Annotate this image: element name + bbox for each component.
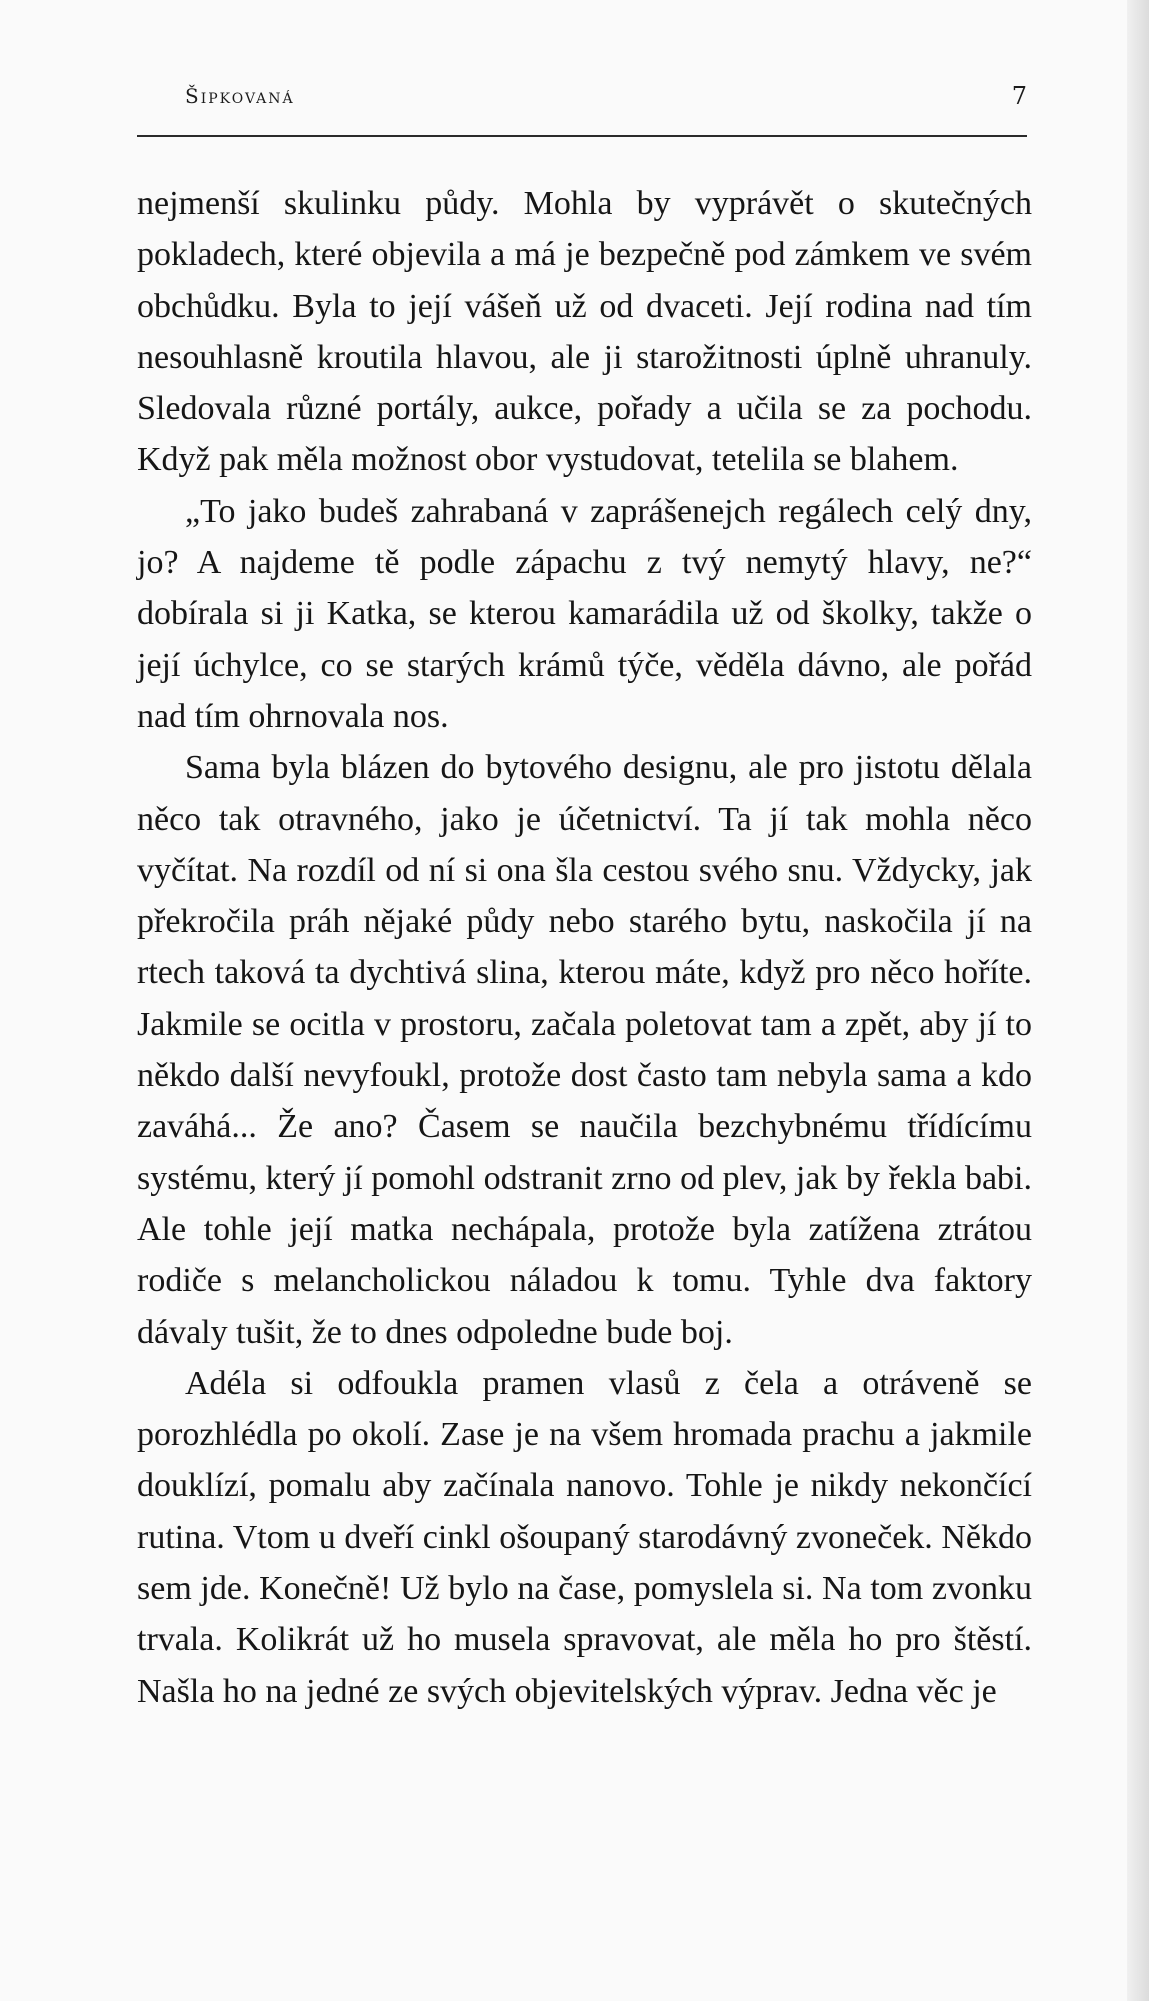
header-rule — [137, 135, 1027, 137]
paragraph: Adéla si odfoukla pramen vlasů z čela a otráveně se porozhlédla po okolí. Zase je na všem hromada prachu a jakmile douklízí, pomalu aby začínala nanovo. Tohle je nikdy nekončící rutina. Vtom u dveří cinkl ošoupaný starodávný zvoneček. Někdo sem jde. Konečně! Už bylo na čase, pomyslela si. Na tom zvonku trvala. Kolikrát už ho musela spravovat, ale měla ho pro štěstí. Našla ho na jedné ze svých objevitelských výprav. Jedna věc je — [137, 1364, 1032, 1710]
paragraph: Sama byla blázen do bytového designu, ale pro jistotu dělala něco tak otravného, jako je účetnictví. Ta jí tak mohla něco vyčítat. Na rozdíl od ní si ona šla cestou svého snu. Vždycky, jak překročila práh nějaké půdy nebo starého bytu, naskočila jí na rtech taková ta dychtivá slina, kterou máte, když pro něco hoříte. Jakmile se ocitla v prostoru, začala poletovat tam a zpět, aby jí to někdo další nevyfoukl, protože dost často tam nebyla sama a kdo zaváhá... Že ano? Časem se naučila bezchybnému třídícímu systému, který jí pomohl odstranit zrno od plev, jak by řekla babi. Ale tohle její matka nechápala, protože byla zatížena ztrátou rodiče s melancholickou náladou k tomu. Tyhle dva faktory dávaly tušit, že to dnes odpoledne bude boj. — [137, 749, 1032, 1351]
page-edge-shadow — [1127, 0, 1149, 2001]
body-text — [137, 178, 1032, 1717]
paragraph: „To jako budeš zahrabaná v zaprášenejch regálech celý dny, jo? A najdeme tě podle zápachu z tvý nemytý hlavy, ne?“ dobírala si ji Katka, se kterou kamarádila už od školky, takže o její úchylce, co se starých krámů týče, věděla dávno, ale pořád nad tím ohrnovala nos. — [137, 492, 1032, 735]
paragraph: nejmenší skulinku půdy. Mohla by vyprávět o skutečných pokladech, které objevila a má je bezpečně pod zámkem ve svém obchůdku. Byla to její vášeň už od dvaceti. Její rodina nad tím nesouhlasně kroutila hlavou, ale ji starožitnosti úplně uhranuly. Sledovala různé portály, aukce, pořady a učila se za pochodu. Když pak měla možnost obor vystudovat, tetelila se blahem. — [137, 185, 1032, 479]
running-title: Šipkovaná — [185, 84, 295, 108]
page-number: 7 — [1011, 82, 1027, 110]
running-head — [137, 72, 1027, 124]
